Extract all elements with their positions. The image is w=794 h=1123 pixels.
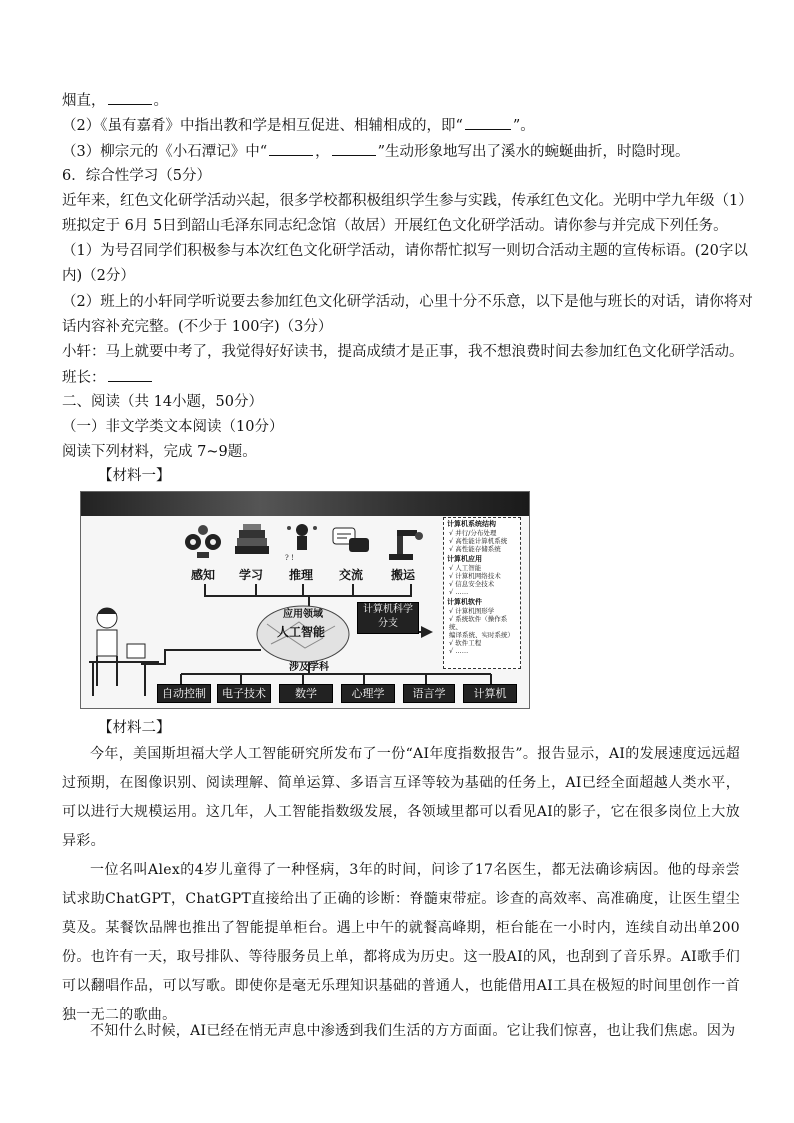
- line-text: 烟直，: [62, 93, 106, 109]
- section-2-1-heading: （一）非文学类文本阅读（10分）: [62, 419, 284, 435]
- line-text: （3）柳宗元的《小石潭记》中“: [62, 144, 268, 160]
- fill-line-1: [62, 90, 168, 111]
- list-item: √ 系统软件（操作系统、: [449, 615, 508, 631]
- icon-label: 感知: [191, 568, 216, 582]
- question-6-text: 近年来，红色文化研学活动兴起，很多学校都积极组织学生参与实践，传承红色文化。光明中学九年级（1）: [62, 193, 753, 209]
- line-text: 。: [153, 93, 168, 109]
- line-text: 班长：: [62, 370, 106, 386]
- list-item: 编译系统、实时系统）: [449, 631, 514, 639]
- icon-label: 交流: [339, 568, 364, 582]
- question-6-2: （2）班上的小轩同学听说要去参加红色文化研学活动，心里十分不乐意，以下是他与班长的对话，请你将对: [62, 294, 753, 310]
- list-item: √ 高性能存储系统: [449, 545, 501, 553]
- line-text: （2）《虽有嘉肴》中指出教和学是相互促进、相辅相成的，即“: [62, 118, 463, 134]
- material-2-paragraph: 今年，美国斯坦福大学人工智能研究所发布了一份“AI年度指数报告”。报告显示，AI的发展速度远远超过预期，在图像识别、阅读理解、简单运算、多语言互译等较为基础的任务上，AI已经全面超越人类水平，可以进行大规模运用。这几年，人工智能指数级发展，各领域里都可以看见AI的影子，它在很多岗位上大放异彩。: [62, 746, 740, 849]
- list-item: √ 人工智能: [449, 564, 482, 572]
- dialogue-xiaoxuan: 小轩：马上就要中考了，我觉得好好读书，提高成绩才是正事，我不想浪费时间去参加红色文化研学活动。: [62, 344, 744, 360]
- list-item: √ 软件工程: [449, 639, 482, 647]
- line-text: ”生动形象地写出了溪水的蜿蜒曲折，时隐时现。: [377, 144, 690, 160]
- list-item: √ 计算机图形学: [449, 607, 495, 615]
- list-heading: 计算机系统结构: [447, 520, 496, 528]
- answer-blank[interactable]: [465, 115, 511, 130]
- icon-label: 学习: [239, 568, 264, 582]
- list-heading: 计算机应用: [447, 555, 482, 563]
- subject-box: 电子技术: [217, 684, 271, 703]
- subject-box: 心理学: [341, 684, 395, 703]
- material-2-paragraph: 不知什么时候，AI已经在悄无声息中渗透到我们生活的方方面面。它让我们惊喜，也让我们焦虑。因为: [90, 1023, 736, 1039]
- cs-branch-box: 计算机科学 分支: [357, 602, 419, 634]
- answer-blank[interactable]: [108, 90, 152, 105]
- subject-box: 计算机: [463, 684, 517, 703]
- fill-line-3: [62, 141, 690, 162]
- material-2-label: 【材料二】: [98, 720, 171, 736]
- answer-blank[interactable]: [332, 141, 376, 156]
- subject-box: 语言学: [403, 684, 455, 703]
- dialogue-monitor: [62, 367, 154, 388]
- ai-center-label: 人工智能: [277, 625, 326, 639]
- answer-blank[interactable]: [108, 367, 152, 382]
- line-text: ，: [315, 144, 330, 160]
- ai-figure: [80, 491, 530, 709]
- student-at-desk-illustration: [85, 602, 163, 698]
- list-item: √ 并行/分布处理: [449, 529, 497, 537]
- material-1-label: 【材料一】: [98, 468, 171, 484]
- subject-box: 自动控制: [157, 684, 211, 703]
- list-item: √ 计算机网络技术: [449, 572, 501, 580]
- cs-branches-list: [443, 517, 521, 669]
- subject-box: 数学: [279, 684, 333, 703]
- list-item: √ ……: [449, 588, 469, 596]
- icon-label: 推理: [289, 568, 314, 582]
- fill-line-2: [62, 115, 535, 136]
- svg-text:? !: ? !: [285, 554, 294, 562]
- list-heading: 计算机软件: [447, 598, 482, 606]
- list-item: √ 高性能计算机系统: [449, 537, 508, 545]
- question-6-heading: 6．综合性学习（5分）: [62, 168, 211, 184]
- question-6-2: 话内容补充完整。(不少于 100字)（3分）: [62, 319, 333, 335]
- reading-instruction: 阅读下列材料，完成 7~9题。: [62, 444, 257, 460]
- field-label: 应用领域: [283, 609, 323, 620]
- question-6-1: 内)（2分）: [62, 268, 135, 284]
- icon-label: 搬运: [391, 568, 416, 582]
- subjects-label: 涉及学科: [289, 662, 329, 673]
- list-item: √ ……: [449, 647, 469, 655]
- line-text: ”。: [512, 118, 535, 134]
- section-2-heading: 二、阅读（共 14小题，50分）: [62, 394, 264, 410]
- list-item: √ 信息安全技术: [449, 580, 495, 588]
- question-6-1: （1）为号召同学们积极参与本次红色文化研学活动，请你帮忙拟写一则切合活动主题的宣传标语。(20字以: [62, 243, 748, 259]
- question-6-text: 班拟定于 6月 5日到韶山毛泽东同志纪念馆（故居）开展红色文化研学活动。请你参与并完成下列任务。: [62, 218, 728, 234]
- answer-blank[interactable]: [269, 141, 313, 156]
- material-2-paragraph: 一位名叫Alex的4岁儿童得了一种怪病，3年的时间，问诊了17名医生，都无法确诊病因。他的母亲尝试求助ChatGPT，ChatGPT直接给出了正确的诊断：脊髓束带症。诊查的高效率、高准确度，让医生望尘莫及。某餐饮品牌也推出了智能提单柜台。遇上中午的就餐高峰期，柜台能在一小时内，连续自动出单200份。也许有一天，取号排队、等待服务员上单，都将成为历史。这一股AI的风，也刮到了音乐界。AI歌手们可以翻唱作品，可以写歌。即使你是毫无乐理知识基础的普通人，也能借用AI工具在极短的时间里创作一首独一无二的歌曲。: [62, 862, 740, 1023]
